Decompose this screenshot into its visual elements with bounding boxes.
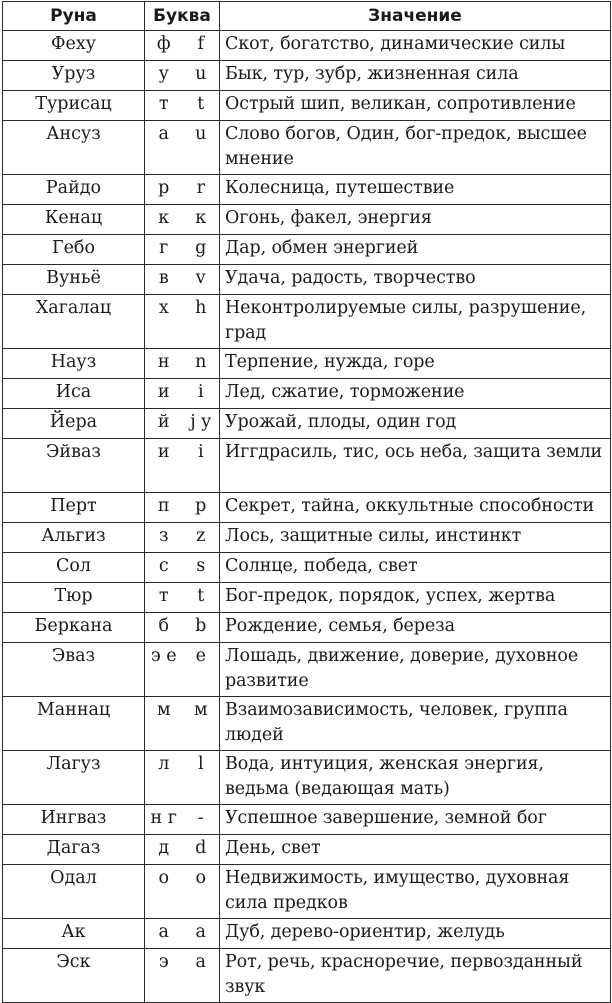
- table-row: [3, 805, 611, 835]
- rune-meaning: Дуб, дерево-ориентир, желудь: [220, 919, 611, 949]
- latin-letter: e: [183, 643, 220, 697]
- rune-name: Перт: [3, 493, 145, 523]
- rune-meaning: День, свет: [220, 835, 611, 865]
- cyrillic-letter: д: [145, 835, 183, 865]
- cyrillic-letter: л: [145, 751, 183, 805]
- latin-letter: u: [183, 61, 220, 91]
- rune-meaning: Слово богов, Один, бог-предок, высшее мнение: [220, 121, 611, 175]
- rune-name: Науз: [3, 349, 145, 379]
- rune-name: Эваз: [3, 643, 145, 697]
- latin-letter: g: [183, 235, 220, 265]
- latin-letter: z: [183, 523, 220, 553]
- latin-letter: t: [183, 583, 220, 613]
- rune-meaning: Иггдрасиль, тис, ось неба, защита земли: [220, 439, 611, 493]
- rune-meaning: Бог-предок, порядок, успех, жертва: [220, 583, 611, 613]
- latin-letter: j y: [183, 409, 220, 439]
- latin-letter: v: [183, 265, 220, 295]
- rune-name: Маннац: [3, 697, 145, 751]
- rune-meaning: Острый шип, великан, сопротивление: [220, 91, 611, 121]
- table-row: [3, 295, 611, 349]
- rune-name: Турисац: [3, 91, 145, 121]
- rune-name: Кенац: [3, 205, 145, 235]
- rune-name: Иса: [3, 379, 145, 409]
- table-row: [3, 949, 611, 1003]
- cyrillic-letter: а: [145, 121, 183, 175]
- cyrillic-letter: э: [145, 949, 183, 1003]
- table-row: [3, 121, 611, 175]
- rune-meaning: Недвижимость, имущество, духовная сила предков: [220, 865, 611, 919]
- header-letter: Буква: [145, 2, 220, 31]
- cyrillic-letter: н г: [145, 805, 183, 835]
- rune-name: Ингваз: [3, 805, 145, 835]
- table-row: [3, 697, 611, 751]
- latin-letter: a: [183, 919, 220, 949]
- latin-letter: h: [183, 295, 220, 349]
- rune-meaning: Солнце, победа, свет: [220, 553, 611, 583]
- latin-letter: м: [183, 697, 220, 751]
- rune-name: Эйваз: [3, 439, 145, 493]
- cyrillic-letter: б: [145, 613, 183, 643]
- header-row: [3, 2, 611, 31]
- latin-letter: t: [183, 91, 220, 121]
- cyrillic-letter: р: [145, 175, 183, 205]
- table-row: [3, 349, 611, 379]
- rune-meaning: Урожай, плоды, один год: [220, 409, 611, 439]
- table-row: [3, 493, 611, 523]
- cyrillic-letter: к: [145, 205, 183, 235]
- table-row: [3, 31, 611, 61]
- table-row: [3, 919, 611, 949]
- latin-letter: f: [183, 31, 220, 61]
- header-rune: Руна: [3, 2, 145, 31]
- latin-letter: u: [183, 121, 220, 175]
- cyrillic-letter: н: [145, 349, 183, 379]
- latin-letter: о: [183, 865, 220, 919]
- latin-letter: d: [183, 835, 220, 865]
- table-row: [3, 643, 611, 697]
- cyrillic-letter: и: [145, 439, 183, 493]
- table-row: [3, 553, 611, 583]
- latin-letter: p: [183, 493, 220, 523]
- table-row: [3, 865, 611, 919]
- table-row: [3, 523, 611, 553]
- rune-meaning: Бык, тур, зубр, жизненная сила: [220, 61, 611, 91]
- rune-meaning: Огонь, факел, энергия: [220, 205, 611, 235]
- rune-meaning: Успешное завершение, земной бог: [220, 805, 611, 835]
- rune-name: Вуньё: [3, 265, 145, 295]
- table-row: [3, 583, 611, 613]
- rune-name: Альгиз: [3, 523, 145, 553]
- cyrillic-letter: п: [145, 493, 183, 523]
- latin-letter: s: [183, 553, 220, 583]
- cyrillic-letter: й: [145, 409, 183, 439]
- rune-name: Дагаз: [3, 835, 145, 865]
- rune-meaning: Лошадь, движение, доверие, духовное развитие: [220, 643, 611, 697]
- cyrillic-letter: а: [145, 919, 183, 949]
- rune-name: Уруз: [3, 61, 145, 91]
- rune-name: Эск: [3, 949, 145, 1003]
- cyrillic-letter: э е: [145, 643, 183, 697]
- cyrillic-letter: т: [145, 91, 183, 121]
- cyrillic-letter: в: [145, 265, 183, 295]
- rune-meaning: Дар, обмен энергией: [220, 235, 611, 265]
- cyrillic-letter: з: [145, 523, 183, 553]
- cyrillic-letter: т: [145, 583, 183, 613]
- rune-meaning: Рождение, семья, береза: [220, 613, 611, 643]
- table-row: [3, 91, 611, 121]
- table-row: [3, 61, 611, 91]
- rune-name: Феху: [3, 31, 145, 61]
- table-row: [3, 409, 611, 439]
- latin-letter: n: [183, 349, 220, 379]
- rune-name: Райдо: [3, 175, 145, 205]
- table-row: [3, 379, 611, 409]
- latin-letter: r: [183, 175, 220, 205]
- rune-name: Сол: [3, 553, 145, 583]
- rune-meaning: Лось, защитные силы, инстинкт: [220, 523, 611, 553]
- table-row: [3, 175, 611, 205]
- latin-letter: к: [183, 205, 220, 235]
- latin-letter: i: [183, 379, 220, 409]
- rune-meaning: Взаимозависимость, человек, группа людей: [220, 697, 611, 751]
- rune-meaning: Лед, сжатие, торможение: [220, 379, 611, 409]
- table-row: [3, 613, 611, 643]
- rune-name: Беркана: [3, 613, 145, 643]
- table-row: [3, 235, 611, 265]
- cyrillic-letter: у: [145, 61, 183, 91]
- rune-meaning: Терпение, нужда, горе: [220, 349, 611, 379]
- latin-letter: l: [183, 751, 220, 805]
- cyrillic-letter: и: [145, 379, 183, 409]
- cyrillic-letter: м: [145, 697, 183, 751]
- latin-letter: -: [183, 805, 220, 835]
- rune-meaning: Секрет, тайна, оккультные способности: [220, 493, 611, 523]
- rune-table: [2, 1, 611, 1003]
- latin-letter: i: [183, 439, 220, 493]
- rune-name: Ансуз: [3, 121, 145, 175]
- rune-meaning: Удача, радость, творчество: [220, 265, 611, 295]
- cyrillic-letter: о: [145, 865, 183, 919]
- latin-letter: a: [183, 949, 220, 1003]
- table-row: [3, 835, 611, 865]
- cyrillic-letter: ф: [145, 31, 183, 61]
- table-row: [3, 751, 611, 805]
- rune-name: Тюр: [3, 583, 145, 613]
- rune-name: Гебо: [3, 235, 145, 265]
- table-row: [3, 205, 611, 235]
- rune-name: Лагуз: [3, 751, 145, 805]
- rune-name: Хагалац: [3, 295, 145, 349]
- cyrillic-letter: х: [145, 295, 183, 349]
- rune-name: Одал: [3, 865, 145, 919]
- cyrillic-letter: г: [145, 235, 183, 265]
- header-meaning: Значение: [220, 2, 611, 31]
- rune-meaning: Колесница, путешествие: [220, 175, 611, 205]
- rune-name: Ак: [3, 919, 145, 949]
- rune-name: Йера: [3, 409, 145, 439]
- cyrillic-letter: с: [145, 553, 183, 583]
- rune-meaning: Неконтролируемые силы, разрушение, град: [220, 295, 611, 349]
- latin-letter: b: [183, 613, 220, 643]
- rune-meaning: Вода, интуиция, женская энергия, ведьма (ведающая мать): [220, 751, 611, 805]
- rune-meaning: Скот, богатство, динамические силы: [220, 31, 611, 61]
- table-row: [3, 265, 611, 295]
- rune-meaning: Рот, речь, красноречие, первозданный звук: [220, 949, 611, 1003]
- table-row: [3, 439, 611, 493]
